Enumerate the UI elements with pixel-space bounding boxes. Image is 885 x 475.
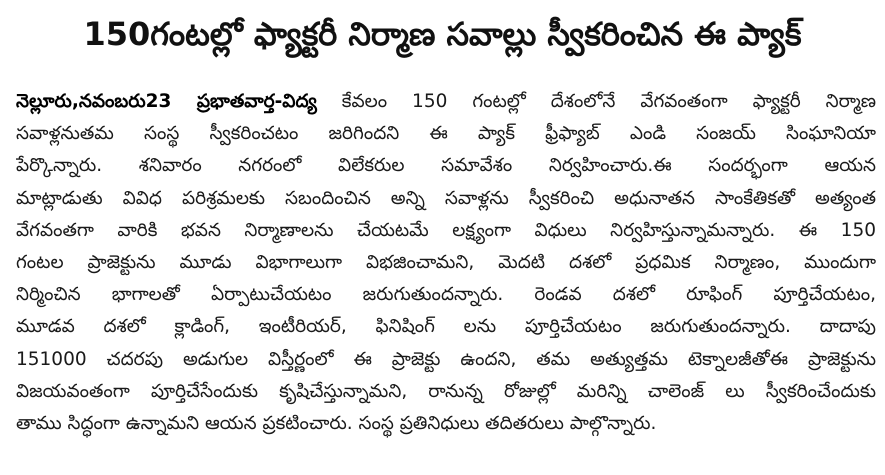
headline: 150గంటల్లో ఫ్యాక్టరీ నిర్మాణ సవాల్లు స్వీకరించిన ఈ ప్యాక్ <box>83 15 802 53</box>
article-line-7: నిర్మించిన భాగాలతో ఏర్పాటుచేయటం జరుగుతుందన్నారు. రెండవ దశలో రూఫింగ్ పూర్తిచేయటం, <box>16 284 876 306</box>
article-line-1 <box>16 86 876 118</box>
article-line-6: గంటల ప్రాజెక్టును మూడు విభాగాలుగా విభజించామని, మెదటి దశలో ప్రధమిక నిర్మాణం, ముందుగా <box>16 251 876 273</box>
article-line-8: మూడవ దశలో క్లాడింగ్, ఇంటీరియర్, ఫినిషింగ్ లను పూర్తిచేయటం జరుగుతుందన్నారు. దాదాపు <box>16 316 876 338</box>
article-line-9: 151000 చదరపు అడుగుల విస్తీర్ణంలో ఈ ప్రాజెక్టు ఉందని, తమ అత్యుత్తమ టెక్నాలజీతోఈ ప్రాజెక్టును <box>16 348 876 370</box>
article-line-11: తాము సిద్ధంగా ఉన్నామని ఆయన ప్రకటించారు. సంస్థ ప్రతినిధులు తదితరులు పాల్గొన్నారు. <box>16 412 657 434</box>
article-line-5: వేగవంతగా వారికి భవన నిర్మాణాలను చేయటమే లక్ష్యంగా విధులు నిర్వహిస్తున్నామన్నారు. ఈ 150 <box>16 219 876 241</box>
article-line-4: మాట్లాడుతు వివిధ పరిశ్రమలకు సబందించిన అన్ని సవాళ్లను స్వీకరించి అధునాతన సాంకేతికతో అత్యంత <box>16 187 876 209</box>
article-line-3: పేర్కొన్నారు. శనివారం నగరంలో విలేకరుల సమావేశం నిర్వహించారు.ఈ సందర్భంగా ఆయన <box>16 155 876 177</box>
article-line-2: సవాళ్లనుతమ సంస్థ స్వీకరించటం జరిగిందని ఈ ప్యాక్ ఫ్రీఫ్యాబ్ ఎండి సంజయ్ సింఘానియా <box>16 123 876 145</box>
article-line-1-text: కేవలం 150 గంటల్లో దేశంలోనే వేగవంతంగా ఫ్యాక్టరీ నిర్మాణ <box>316 91 876 112</box>
dateline: నెల్లూరు,నవంబరు23 ప్రభాతవార్త-విద్య <box>16 91 317 112</box>
article-body <box>16 86 876 440</box>
article-line-10: విజయవంతంగా పూర్తిచేసేందుకు కృషిచేస్తున్నామని, రానున్న రోజుల్లో మరిన్ని చాలెంజ్ లు స్వీకరించేందుకు <box>16 380 876 402</box>
